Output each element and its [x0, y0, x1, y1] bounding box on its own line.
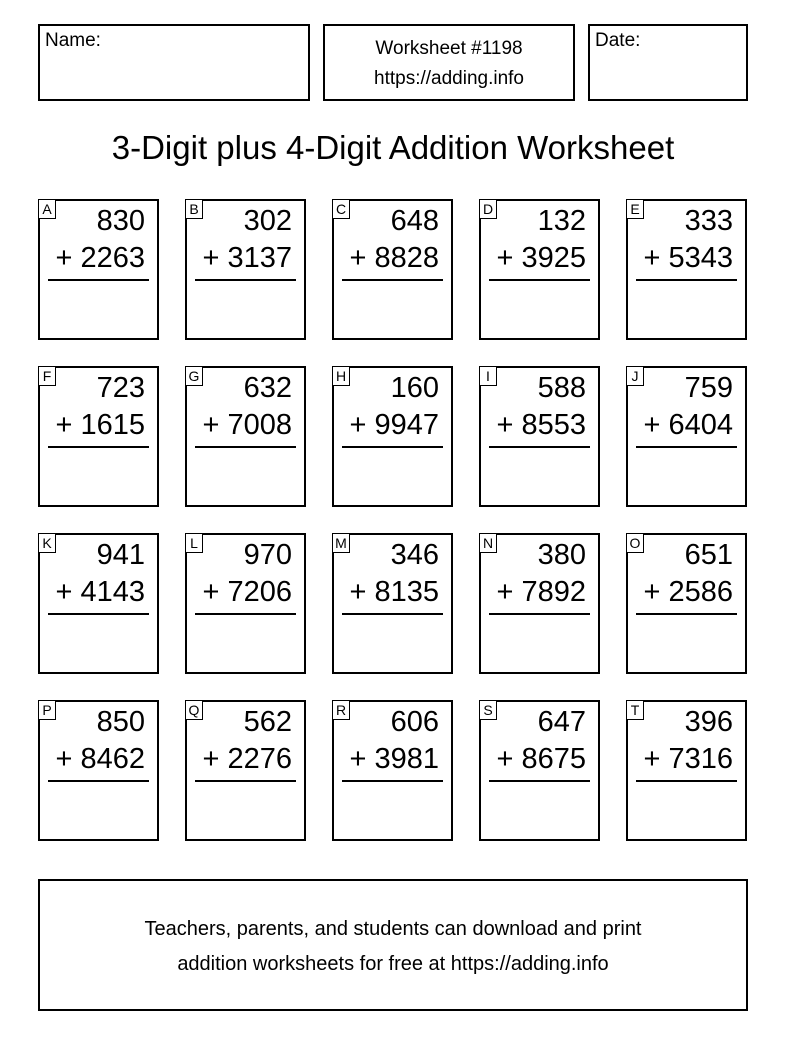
addend-bottom-line: [644, 742, 733, 776]
answer-rule: [489, 780, 590, 782]
addend-top: 970: [243, 539, 292, 571]
problem-label: L: [185, 533, 203, 553]
addend-bottom: 8675: [521, 743, 586, 775]
answer-rule: [195, 780, 296, 782]
answer-rule: [48, 279, 149, 281]
addend-top: 606: [390, 706, 439, 738]
plus-sign: +: [643, 242, 661, 274]
addend-bottom: 7206: [227, 576, 292, 608]
problem-card[interactable]: [626, 533, 747, 674]
problem-label: P: [38, 700, 56, 720]
plus-sign: +: [349, 242, 367, 274]
problem-card[interactable]: [38, 700, 159, 841]
problem-card[interactable]: [185, 366, 306, 507]
answer-rule: [342, 446, 443, 448]
answer-rule: [636, 279, 737, 281]
answer-rule: [489, 446, 590, 448]
answer-rule: [195, 279, 296, 281]
problem-card[interactable]: [38, 199, 159, 340]
addend-bottom-line: [350, 408, 439, 442]
problem-label: T: [626, 700, 644, 720]
problem-card[interactable]: [185, 700, 306, 841]
plus-sign: +: [349, 409, 367, 441]
answer-rule: [195, 446, 296, 448]
name-label: Name:: [45, 30, 101, 51]
footer-box: [38, 879, 748, 1011]
addend-bottom: 3137: [227, 242, 292, 274]
problem-card[interactable]: [38, 533, 159, 674]
plus-sign: +: [496, 242, 514, 274]
answer-rule: [48, 613, 149, 615]
problem-label: H: [332, 366, 350, 386]
problem-label: K: [38, 533, 56, 553]
answer-rule: [48, 446, 149, 448]
problem-label: F: [38, 366, 56, 386]
addend-top: 850: [96, 706, 145, 738]
worksheet-url: https://adding.info: [374, 68, 524, 89]
answer-rule: [489, 279, 590, 281]
problem-label: E: [626, 199, 644, 219]
problem-label: S: [479, 700, 497, 720]
addend-bottom: 2263: [80, 242, 145, 274]
addend-bottom-line: [56, 575, 145, 609]
plus-sign: +: [643, 409, 661, 441]
problem-label: R: [332, 700, 350, 720]
plus-sign: +: [202, 576, 220, 608]
answer-rule: [636, 446, 737, 448]
problem-card[interactable]: [332, 533, 453, 674]
addend-bottom: 7316: [668, 743, 733, 775]
worksheet-id: Worksheet #1198: [375, 38, 523, 59]
addend-bottom: 6404: [668, 409, 733, 441]
plus-sign: +: [496, 576, 514, 608]
addend-top: 346: [390, 539, 439, 571]
footer-line-2: addition worksheets for free at https://adding.info: [177, 953, 609, 975]
problem-card[interactable]: [479, 199, 600, 340]
addend-top: 562: [243, 706, 292, 738]
addend-bottom-line: [203, 742, 292, 776]
addend-bottom-line: [497, 241, 586, 275]
answer-rule: [195, 613, 296, 615]
problem-card[interactable]: [332, 366, 453, 507]
problem-label: B: [185, 199, 203, 219]
addend-bottom: 1615: [80, 409, 145, 441]
plus-sign: +: [496, 743, 514, 775]
addend-bottom-line: [350, 742, 439, 776]
addend-top: 132: [537, 205, 586, 237]
problem-label: M: [332, 533, 350, 553]
addend-top: 941: [96, 539, 145, 571]
answer-rule: [489, 613, 590, 615]
addend-bottom-line: [203, 575, 292, 609]
addend-bottom: 9947: [374, 409, 439, 441]
plus-sign: +: [349, 576, 367, 608]
addend-bottom-line: [56, 742, 145, 776]
addend-bottom-line: [497, 575, 586, 609]
footer-line-1: Teachers, parents, and students can download and print: [144, 918, 642, 940]
addend-bottom-line: [497, 742, 586, 776]
addend-bottom-line: [497, 408, 586, 442]
problem-card[interactable]: [185, 199, 306, 340]
plus-sign: +: [55, 242, 73, 274]
plus-sign: +: [55, 743, 73, 775]
addend-top: 632: [243, 372, 292, 404]
addend-top: 396: [684, 706, 733, 738]
plus-sign: +: [643, 576, 661, 608]
answer-rule: [48, 780, 149, 782]
problem-label: N: [479, 533, 497, 553]
addend-top: 588: [537, 372, 586, 404]
problem-card[interactable]: [185, 533, 306, 674]
problem-label: A: [38, 199, 56, 219]
problem-card[interactable]: [479, 366, 600, 507]
problem-label: Q: [185, 700, 203, 720]
answer-rule: [636, 613, 737, 615]
answer-rule: [342, 613, 443, 615]
addend-top: 830: [96, 205, 145, 237]
addend-bottom: 4143: [80, 576, 145, 608]
addend-bottom: 3925: [521, 242, 586, 274]
problem-card[interactable]: [626, 366, 747, 507]
addend-bottom: 8462: [80, 743, 145, 775]
plus-sign: +: [202, 743, 220, 775]
problem-card[interactable]: [332, 700, 453, 841]
problem-label: I: [479, 366, 497, 386]
plus-sign: +: [349, 743, 367, 775]
addend-top: 723: [96, 372, 145, 404]
addend-bottom-line: [203, 408, 292, 442]
addend-bottom-line: [56, 241, 145, 275]
addend-bottom: 8135: [374, 576, 439, 608]
answer-rule: [342, 279, 443, 281]
addend-bottom-line: [56, 408, 145, 442]
addend-bottom: 7008: [227, 409, 292, 441]
addend-top: 651: [684, 539, 733, 571]
addend-bottom-line: [203, 241, 292, 275]
addend-top: 160: [390, 372, 439, 404]
addend-bottom: 5343: [668, 242, 733, 274]
addend-bottom: 2276: [227, 743, 292, 775]
addend-top: 380: [537, 539, 586, 571]
addend-top: 302: [243, 205, 292, 237]
answer-rule: [342, 780, 443, 782]
plus-sign: +: [643, 743, 661, 775]
plus-sign: +: [202, 409, 220, 441]
plus-sign: +: [55, 409, 73, 441]
problem-card[interactable]: [479, 533, 600, 674]
page-title: 3-Digit plus 4-Digit Addition Worksheet: [111, 129, 675, 166]
name-field-box[interactable]: [38, 24, 310, 101]
addend-top: 759: [684, 372, 733, 404]
problem-label: O: [626, 533, 644, 553]
problem-label: C: [332, 199, 350, 219]
problem-label: G: [185, 366, 203, 386]
addend-top: 647: [537, 706, 586, 738]
problem-card[interactable]: [626, 700, 747, 841]
addend-bottom-line: [644, 241, 733, 275]
addend-bottom-line: [644, 408, 733, 442]
worksheet-info-box: [323, 24, 575, 101]
problem-card[interactable]: [332, 199, 453, 340]
addend-top: 333: [684, 205, 733, 237]
problem-label: D: [479, 199, 497, 219]
addend-top: 648: [390, 205, 439, 237]
addend-bottom: 8828: [374, 242, 439, 274]
problem-card[interactable]: [626, 199, 747, 340]
problem-card[interactable]: [479, 700, 600, 841]
addend-bottom: 2586: [668, 576, 733, 608]
addend-bottom-line: [350, 575, 439, 609]
addend-bottom: 3981: [374, 743, 439, 775]
addend-bottom-line: [644, 575, 733, 609]
plus-sign: +: [496, 409, 514, 441]
date-field-box[interactable]: [588, 24, 748, 101]
addend-bottom-line: [350, 241, 439, 275]
addend-bottom: 7892: [521, 576, 586, 608]
date-label: Date:: [595, 30, 641, 51]
addend-bottom: 8553: [521, 409, 586, 441]
answer-rule: [636, 780, 737, 782]
plus-sign: +: [202, 242, 220, 274]
plus-sign: +: [55, 576, 73, 608]
problem-label: J: [626, 366, 644, 386]
problem-card[interactable]: [38, 366, 159, 507]
